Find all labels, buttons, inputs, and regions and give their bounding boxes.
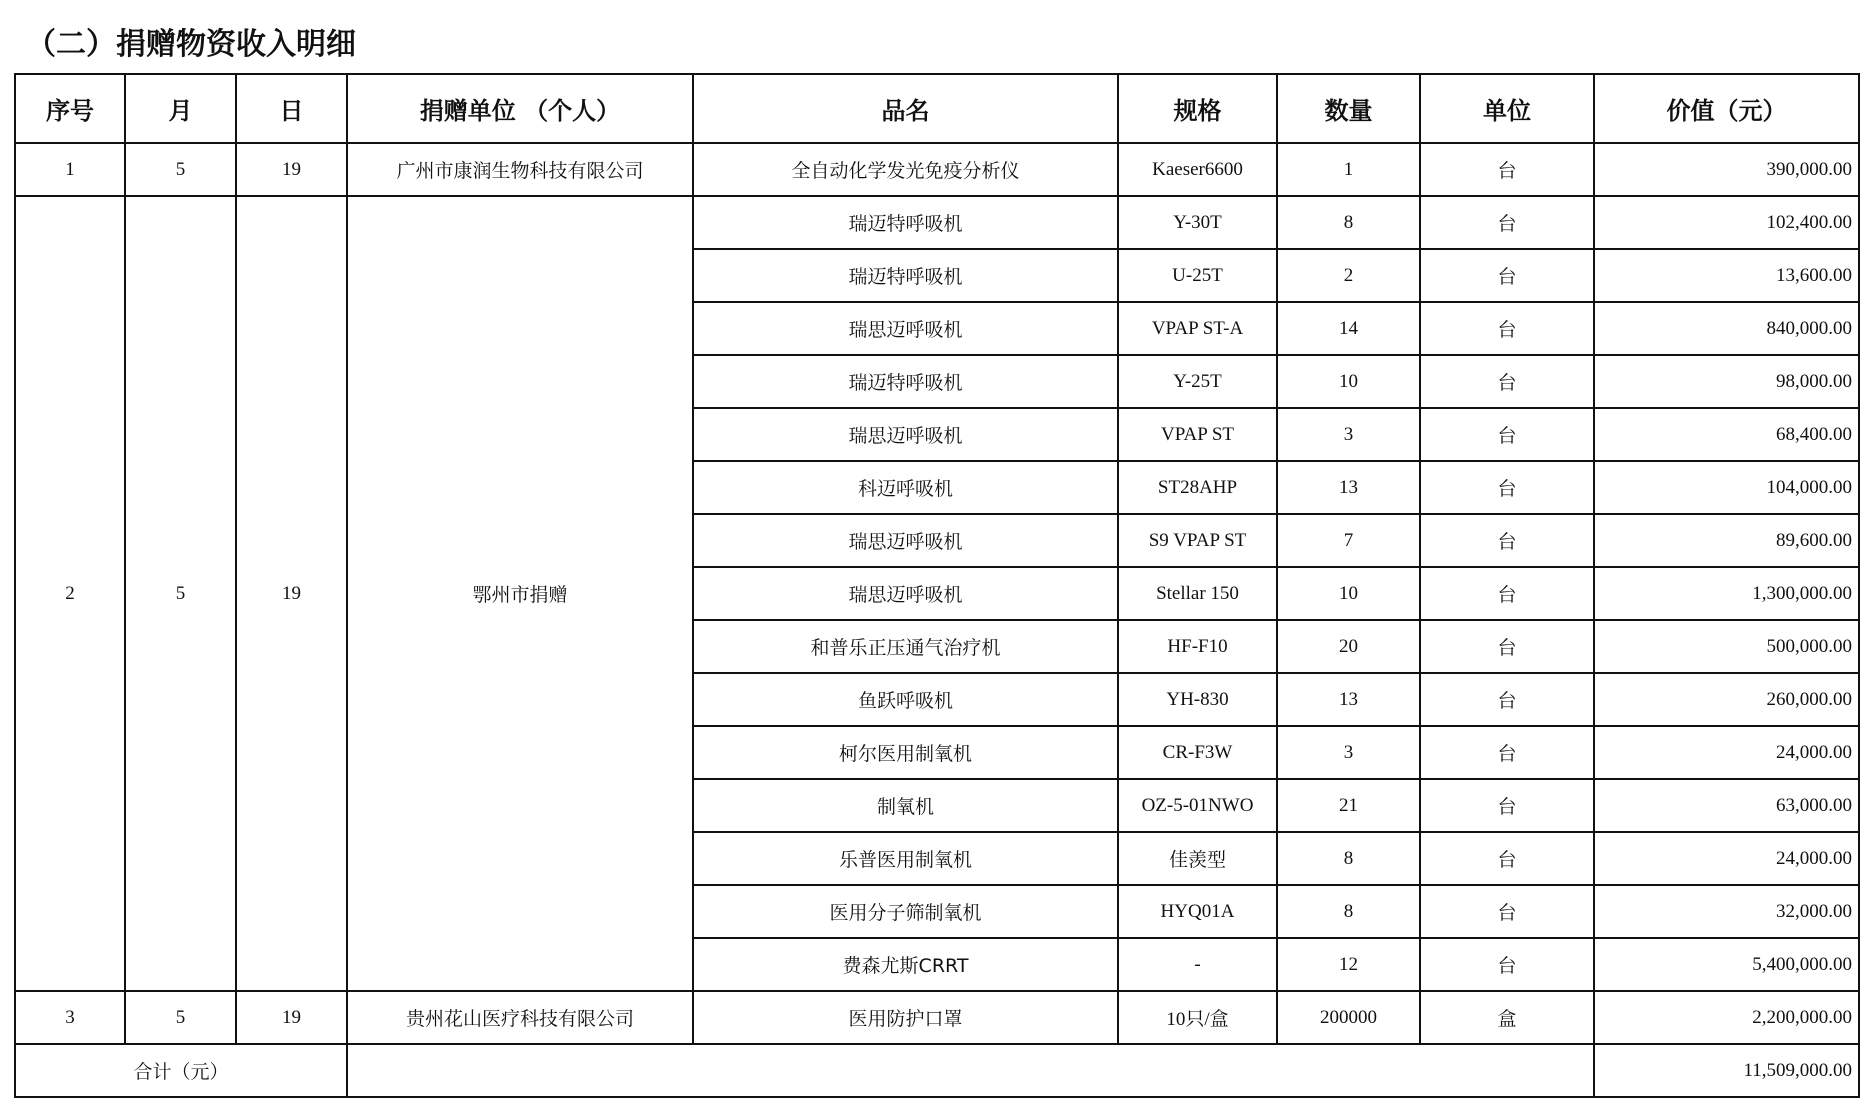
cell-quantity: 7	[1277, 514, 1420, 567]
cell-spec: Kaeser6600	[1118, 143, 1277, 196]
cell-donor: 鄂州市捐赠	[347, 196, 693, 991]
cell-quantity: 200000	[1277, 991, 1420, 1044]
cell-unit: 台	[1420, 249, 1594, 302]
header-seq: 序号	[15, 74, 125, 143]
cell-unit: 台	[1420, 938, 1594, 991]
cell-quantity: 8	[1277, 832, 1420, 885]
cell-day: 19	[236, 991, 347, 1044]
donation-table	[14, 73, 1860, 1098]
cell-item-name: 瑞思迈呼吸机	[693, 408, 1118, 461]
cell-day: 19	[236, 196, 347, 991]
table-row	[15, 143, 1859, 196]
cell-spec: VPAP ST	[1118, 408, 1277, 461]
cell-spec: S9 VPAP ST	[1118, 514, 1277, 567]
cell-unit: 台	[1420, 302, 1594, 355]
cell-spec: VPAP ST-A	[1118, 302, 1277, 355]
header-item-name: 品名	[693, 74, 1118, 143]
cell-unit: 台	[1420, 726, 1594, 779]
cell-item-name: 和普乐正压通气治疗机	[693, 620, 1118, 673]
cell-item-name: 柯尔医用制氧机	[693, 726, 1118, 779]
cell-quantity: 10	[1277, 567, 1420, 620]
header-unit: 单位	[1420, 74, 1594, 143]
cell-seq: 1	[15, 143, 125, 196]
cell-donor: 贵州花山医疗科技有限公司	[347, 991, 693, 1044]
cell-unit: 台	[1420, 408, 1594, 461]
cell-spec: Y-30T	[1118, 196, 1277, 249]
cell-quantity: 13	[1277, 461, 1420, 514]
cell-day: 19	[236, 143, 347, 196]
cell-quantity: 21	[1277, 779, 1420, 832]
cell-value: 63,000.00	[1594, 779, 1859, 832]
cell-item-name: 医用防护口罩	[693, 991, 1118, 1044]
cell-item-name: 瑞思迈呼吸机	[693, 302, 1118, 355]
cell-seq: 3	[15, 991, 125, 1044]
cell-unit: 台	[1420, 514, 1594, 567]
cell-value: 68,400.00	[1594, 408, 1859, 461]
total-label: 合计（元）	[15, 1044, 347, 1097]
cell-unit: 台	[1420, 832, 1594, 885]
header-spec: 规格	[1118, 74, 1277, 143]
cell-month: 5	[125, 196, 236, 991]
cell-item-name: 制氧机	[693, 779, 1118, 832]
cell-item-name: 鱼跃呼吸机	[693, 673, 1118, 726]
table-body	[15, 143, 1859, 1044]
cell-quantity: 2	[1277, 249, 1420, 302]
cell-value: 102,400.00	[1594, 196, 1859, 249]
cell-quantity: 3	[1277, 726, 1420, 779]
cell-spec: HYQ01A	[1118, 885, 1277, 938]
header-month: 月	[125, 74, 236, 143]
cell-quantity: 8	[1277, 196, 1420, 249]
cell-unit: 台	[1420, 885, 1594, 938]
cell-value: 500,000.00	[1594, 620, 1859, 673]
cell-seq: 2	[15, 196, 125, 991]
cell-value: 98,000.00	[1594, 355, 1859, 408]
cell-spec: -	[1118, 938, 1277, 991]
cell-unit: 台	[1420, 673, 1594, 726]
cell-value: 260,000.00	[1594, 673, 1859, 726]
cell-spec: Y-25T	[1118, 355, 1277, 408]
cell-spec: 佳羡型	[1118, 832, 1277, 885]
cell-item-name: 瑞迈特呼吸机	[693, 355, 1118, 408]
cell-month: 5	[125, 991, 236, 1044]
cell-item-name: 瑞迈特呼吸机	[693, 196, 1118, 249]
cell-spec: U-25T	[1118, 249, 1277, 302]
table-row	[15, 196, 1859, 249]
cell-spec: HF-F10	[1118, 620, 1277, 673]
cell-spec: YH-830	[1118, 673, 1277, 726]
cell-quantity: 12	[1277, 938, 1420, 991]
page-title: （二）捐赠物资收入明细	[26, 27, 356, 62]
total-row	[15, 1044, 1859, 1097]
cell-quantity: 3	[1277, 408, 1420, 461]
cell-item-name: 瑞思迈呼吸机	[693, 567, 1118, 620]
cell-quantity: 13	[1277, 673, 1420, 726]
cell-month: 5	[125, 143, 236, 196]
cell-value: 89,600.00	[1594, 514, 1859, 567]
cell-unit: 台	[1420, 620, 1594, 673]
cell-item-name: 医用分子筛制氧机	[693, 885, 1118, 938]
cell-unit: 台	[1420, 779, 1594, 832]
cell-donor: 广州市康润生物科技有限公司	[347, 143, 693, 196]
cell-item-name: 乐普医用制氧机	[693, 832, 1118, 885]
cell-quantity: 14	[1277, 302, 1420, 355]
cell-unit: 台	[1420, 143, 1594, 196]
cell-unit: 盒	[1420, 991, 1594, 1044]
header-value: 价值（元）	[1594, 74, 1859, 143]
cell-value: 5,400,000.00	[1594, 938, 1859, 991]
cell-spec: CR-F3W	[1118, 726, 1277, 779]
cell-item-name: 瑞迈特呼吸机	[693, 249, 1118, 302]
cell-value: 390,000.00	[1594, 143, 1859, 196]
cell-value: 13,600.00	[1594, 249, 1859, 302]
cell-unit: 台	[1420, 567, 1594, 620]
cell-unit: 台	[1420, 355, 1594, 408]
header-day: 日	[236, 74, 347, 143]
cell-unit: 台	[1420, 196, 1594, 249]
cell-item-name: 科迈呼吸机	[693, 461, 1118, 514]
header-donor: 捐赠单位 （个人）	[347, 74, 693, 143]
header-row	[15, 74, 1859, 143]
cell-spec: OZ-5-01NWO	[1118, 779, 1277, 832]
cell-value: 24,000.00	[1594, 726, 1859, 779]
header-quantity: 数量	[1277, 74, 1420, 143]
cell-item-name: 瑞思迈呼吸机	[693, 514, 1118, 567]
cell-value: 104,000.00	[1594, 461, 1859, 514]
cell-item-name: 费森尤斯CRRT	[693, 938, 1118, 991]
cell-spec: 10只/盒	[1118, 991, 1277, 1044]
cell-item-name: 全自动化学发光免疫分析仪	[693, 143, 1118, 196]
cell-value: 2,200,000.00	[1594, 991, 1859, 1044]
cell-quantity: 8	[1277, 885, 1420, 938]
cell-value: 32,000.00	[1594, 885, 1859, 938]
cell-value: 24,000.00	[1594, 832, 1859, 885]
table-row	[15, 991, 1859, 1044]
cell-quantity: 10	[1277, 355, 1420, 408]
cell-spec: Stellar 150	[1118, 567, 1277, 620]
cell-quantity: 1	[1277, 143, 1420, 196]
total-value: 11,509,000.00	[1594, 1044, 1859, 1097]
cell-value: 1,300,000.00	[1594, 567, 1859, 620]
cell-quantity: 20	[1277, 620, 1420, 673]
cell-value: 840,000.00	[1594, 302, 1859, 355]
cell-unit: 台	[1420, 461, 1594, 514]
cell-spec: ST28AHP	[1118, 461, 1277, 514]
total-blank	[347, 1044, 1594, 1097]
